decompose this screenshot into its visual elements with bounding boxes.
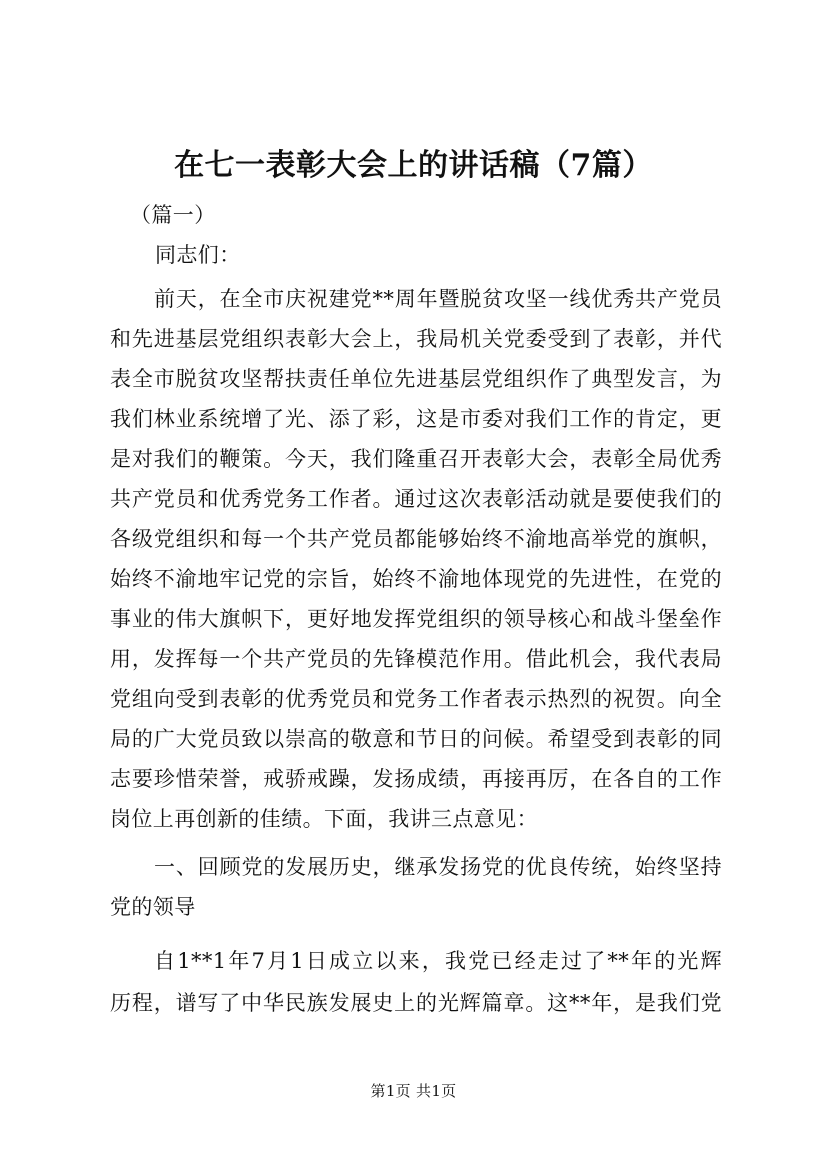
paragraph-line: 事业的伟大旗帜下，更好地发挥党组织的领导核心和战斗堡垒作 [110,607,722,631]
paragraph-line: 始终不渝地牢记党的宗旨，始终不渝地体现党的先进性，在党的 [110,567,722,591]
paragraph-line: 用，发挥每一个共产党员的先锋模范作用。借此机会，我代表局 [110,647,722,671]
section-label: （篇一） [130,203,216,227]
section-heading-line: 一、回顾党的发展历史，继承发扬党的优良传统，始终坚持 [154,855,722,879]
paragraph-line: 表全市脱贫攻坚帮扶责任单位先进基层党组织作了典型发言，为 [110,367,722,391]
salutation: 同志们： [155,243,241,267]
paragraph-line: 共产党员和优秀党务工作者。通过这次表彰活动就是要使我们的 [110,487,722,511]
paragraph-line: 历程，谱写了中华民族发展史上的光辉篇章。这**年，是我们党 [110,991,722,1015]
paragraph-line: 前天，在全市庆祝建党**周年暨脱贫攻坚一线优秀共产党员 [154,287,722,311]
paragraph-line: 志要珍惜荣誉，戒骄戒躁，发扬成绩，再接再厉，在各自的工作 [110,767,722,791]
paragraph-line: 自1**1年7月1日成立以来，我党已经走过了**年的光辉 [154,949,722,973]
paragraph-line: 各级党组织和每一个共产党员都能够始终不渝地高举党的旗帜， [110,527,722,551]
paragraph-line: 局的广大党员致以崇高的敬意和节日的问候。希望受到表彰的同 [110,727,722,751]
paragraph-line: 岗位上再创新的佳绩。下面，我讲三点意见： [110,807,538,831]
paragraph-line: 是对我们的鞭策。今天，我们隆重召开表彰大会，表彰全局优秀 [110,447,722,471]
document-title: 在七一表彰大会上的讲话稿（7篇） [174,148,653,183]
paragraph-line: 党组向受到表彰的优秀党员和党务工作者表示热烈的祝贺。向全 [110,687,722,711]
paragraph-line: 我们林业系统增了光、添了彩，这是市委对我们工作的肯定，更 [110,407,722,431]
page-footer: 第1页 共1页 [370,1082,457,1100]
paragraph-line: 和先进基层党组织表彰大会上，我局机关党委受到了表彰，并代 [110,327,722,351]
section-heading-line: 党的领导 [110,895,196,919]
